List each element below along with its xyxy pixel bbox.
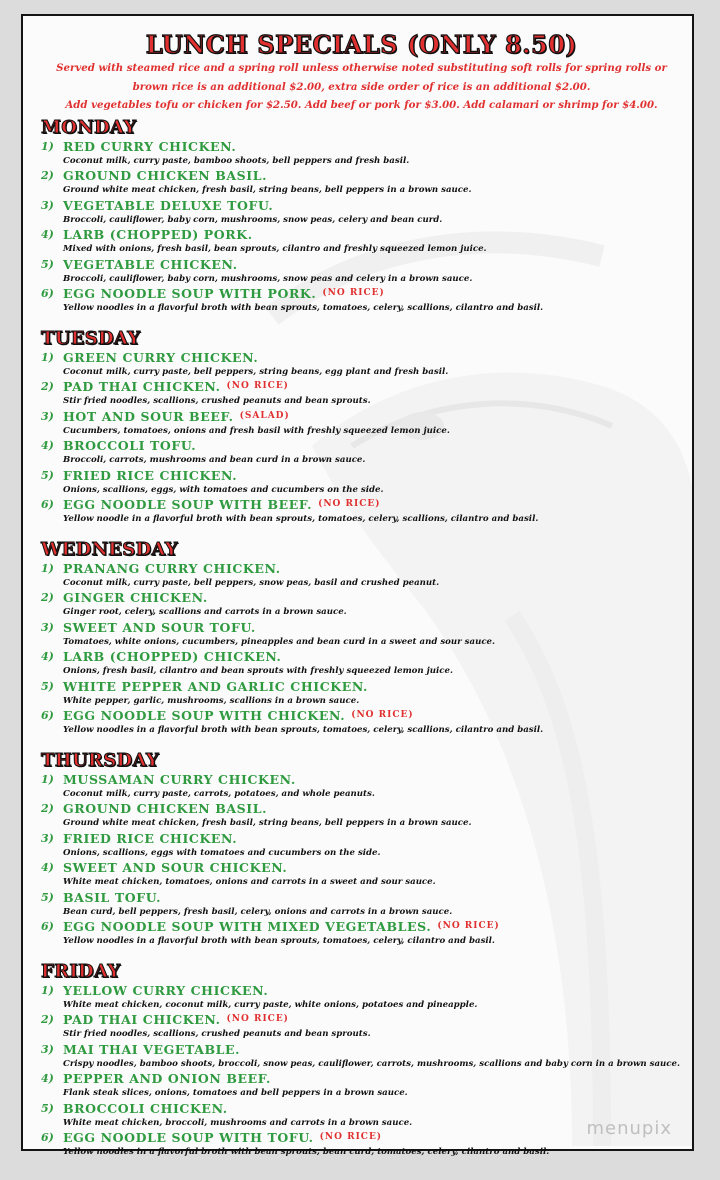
item-number: 1) xyxy=(41,772,54,786)
day-sections xyxy=(41,117,682,1160)
menu-item xyxy=(41,620,682,635)
item-name: HOT AND SOUR BEEF. xyxy=(63,408,234,424)
item-name: GROUND CHICKEN BASIL. xyxy=(63,801,268,816)
menu-item xyxy=(41,350,682,365)
menu-item xyxy=(41,1012,682,1027)
item-number: 2) xyxy=(41,169,54,182)
item-description: Broccoli, cauliflower, baby corn, mushrooms, snow peas and celery in a brown sauce. xyxy=(63,273,473,284)
pricing-note-line: Add vegetables tofu or chicken for $2.50. Add beef or pork for $3.00. Add calamari or shrimp for $4.00. xyxy=(65,99,658,111)
item-description: White meat chicken, broccoli, mushrooms and carrots in a brown sauce. xyxy=(63,1117,413,1128)
item-name: PRANANG CURRY CHICKEN. xyxy=(63,560,281,576)
item-name: GROUND CHICKEN BASIL. xyxy=(63,168,268,183)
item-name: GINGER CHICKEN. xyxy=(63,590,208,605)
item-number: 4) xyxy=(41,861,54,874)
item-name: EGG NOODLE SOUP WITH CHICKEN. xyxy=(63,708,346,723)
item-description: Mixed with onions, fresh basil, bean sprouts, cilantro and freshly squeezed lemon juice. xyxy=(63,244,487,254)
menu-item xyxy=(41,983,682,998)
menu-item xyxy=(41,1042,682,1057)
pricing-note-line: Served with steamed rice and a spring roll unless otherwise noted substituting soft rolls for spring rolls or xyxy=(56,62,667,74)
menu-item xyxy=(41,831,682,846)
item-description: Ginger root, celery, scallions and carrots in a brown sauce. xyxy=(63,607,347,617)
menu-item xyxy=(41,801,682,816)
menu-item xyxy=(41,919,682,934)
menu-item xyxy=(41,1071,682,1086)
item-name: SWEET AND SOUR CHICKEN. xyxy=(63,860,288,875)
item-name: FRIED RICE CHICKEN. xyxy=(63,467,238,483)
item-description: Ground white meat chicken, fresh basil, string beans, bell peppers in a brown sauce. xyxy=(63,818,472,828)
item-tag: (SALAD) xyxy=(239,410,290,421)
menu-item xyxy=(41,286,682,301)
day-heading: WEDNESDAY xyxy=(41,538,178,560)
item-name: BASIL TOFU. xyxy=(63,889,162,905)
item-name: GREEN CURRY CHICKEN. xyxy=(63,349,259,365)
item-number: 6) xyxy=(41,1131,54,1144)
menu-item xyxy=(41,772,682,787)
item-name: WHITE PEPPER AND GARLIC CHICKEN. xyxy=(63,678,369,694)
item-name: LARB (CHOPPED) CHICKEN. xyxy=(63,649,282,664)
item-number: 1) xyxy=(41,139,54,153)
menu-item xyxy=(41,890,682,905)
item-number: 6) xyxy=(41,709,54,722)
item-description: Yellow noodles in a flavorful broth with bean sprouts, tomatoes, celery, scallions, cilantro and basil. xyxy=(63,303,544,313)
item-description: Tomatoes, white onions, cucumbers, pineapples and bean curd in a sweet and sour sauce. xyxy=(63,636,496,647)
menu-item xyxy=(41,860,682,875)
item-description: Yellow noodles in a flavorful broth with bean sprouts, tomatoes, celery, scallions, cilantro and basil. xyxy=(63,725,544,735)
item-number: 4) xyxy=(41,1072,54,1085)
menu-item xyxy=(41,649,682,664)
item-description: White pepper, garlic, mushrooms, scallions in a brown sauce. xyxy=(63,695,360,706)
menu-item xyxy=(41,379,682,394)
item-tag: (NO RICE) xyxy=(437,921,500,931)
item-number: 4) xyxy=(41,650,54,663)
menu-item xyxy=(41,168,682,183)
item-name: PAD THAI CHICKEN. xyxy=(63,379,221,394)
item-description: Cucumbers, tomatoes, onions and fresh basil with freshly squeezed lemon juice. xyxy=(63,425,450,436)
item-name: SWEET AND SOUR TOFU. xyxy=(63,619,256,635)
item-number: 6) xyxy=(41,498,54,511)
item-number: 6) xyxy=(41,920,54,933)
item-tag: (NO RICE) xyxy=(318,499,381,509)
menu-title: LUNCH SPECIALS (ONLY 8.50) xyxy=(145,30,578,59)
item-number: 1) xyxy=(41,350,54,364)
pricing-notes xyxy=(41,61,682,114)
menu-item xyxy=(41,497,682,512)
item-name: EGG NOODLE SOUP WITH TOFU. xyxy=(63,1130,314,1145)
item-number: 5) xyxy=(41,890,54,904)
item-name: PEPPER AND ONION BEEF. xyxy=(63,1071,271,1086)
menu-item xyxy=(41,198,682,213)
item-name: PAD THAI CHICKEN. xyxy=(63,1012,221,1027)
item-description: Onions, scallions, eggs with tomatoes and cucumbers on the side. xyxy=(63,847,381,858)
item-description: Coconut milk, curry paste, carrots, potatoes, and whole peanuts. xyxy=(63,788,375,799)
item-name: VEGETABLE DELUXE TOFU. xyxy=(63,197,274,213)
item-number: 2) xyxy=(41,591,54,604)
item-number: 5) xyxy=(41,679,54,693)
item-number: 5) xyxy=(41,468,54,482)
day-heading: THURSDAY xyxy=(41,749,159,771)
menu-item xyxy=(41,468,682,483)
menu-item xyxy=(41,257,682,272)
item-description: White meat chicken, tomatoes, onions and carrots in a sweet and sour sauce. xyxy=(63,877,436,887)
menu-item xyxy=(41,561,682,576)
menu-item xyxy=(41,227,682,242)
item-description: Ground white meat chicken, fresh basil, string beans, bell peppers in a brown sauce. xyxy=(63,185,472,195)
item-name: BROCCOLI CHICKEN. xyxy=(63,1100,228,1116)
item-number: 3) xyxy=(41,198,54,212)
item-number: 6) xyxy=(41,287,54,300)
item-name: EGG NOODLE SOUP WITH MIXED VEGETABLES. xyxy=(63,919,432,934)
item-name: EGG NOODLE SOUP WITH BEEF. xyxy=(63,497,313,512)
item-description: Broccoli, carrots, mushrooms and bean curd in a brown sauce. xyxy=(63,455,366,465)
item-number: 4) xyxy=(41,439,54,452)
menu-item xyxy=(41,590,682,605)
item-tag: (NO RICE) xyxy=(319,1132,383,1142)
item-number: 2) xyxy=(41,1013,54,1026)
item-description: White meat chicken, coconut milk, curry paste, white onions, potatoes and pineapple. xyxy=(63,999,478,1010)
item-name: LARB (CHOPPED) PORK. xyxy=(63,227,253,242)
item-name: VEGETABLE CHICKEN. xyxy=(63,256,238,272)
item-number: 2) xyxy=(41,802,54,815)
menu-item xyxy=(41,409,682,424)
day-heading: TUESDAY xyxy=(41,327,141,349)
day-heading: MONDAY xyxy=(41,116,137,138)
item-tag: (NO RICE) xyxy=(226,381,289,391)
item-description: Coconut milk, curry paste, bell peppers, snow peas, basil and crushed peanut. xyxy=(63,577,440,588)
item-tag: (NO RICE) xyxy=(351,710,414,720)
item-description: Broccoli, cauliflower, baby corn, mushrooms, snow peas, celery and bean curd. xyxy=(63,214,443,225)
item-description: Onions, fresh basil, cilantro and bean sprouts with freshly squeezed lemon juice. xyxy=(63,666,453,676)
item-name: MAI THAI VEGETABLE. xyxy=(63,1041,241,1057)
item-number: 2) xyxy=(41,380,54,393)
menupix-watermark: menupix xyxy=(586,1118,672,1139)
menu-item xyxy=(41,438,682,453)
item-name: EGG NOODLE SOUP WITH PORK. xyxy=(63,286,317,301)
item-description: Onions, scallions, eggs, with tomatoes and cucumbers on the side. xyxy=(63,484,384,495)
menu-item xyxy=(41,679,682,694)
item-description: Yellow noodle in a flavorful broth with bean sprouts, tomatoes, celery, scallions, cilantro and basil. xyxy=(63,514,539,524)
item-number: 5) xyxy=(41,1101,54,1115)
item-number: 5) xyxy=(41,257,54,271)
day-heading: FRIDAY xyxy=(41,960,121,982)
item-description: Coconut milk, curry paste, bamboo shoots, bell peppers and fresh basil. xyxy=(63,155,410,166)
item-number: 3) xyxy=(41,409,54,423)
item-name: RED CURRY CHICKEN. xyxy=(63,138,237,154)
item-description: Yellow noodles in a flavorful broth with bean sprouts, bean curd, tomatoes, celery, cilantro and basil. xyxy=(63,1147,550,1157)
menu-sheet xyxy=(21,14,694,1157)
item-number: 3) xyxy=(41,1042,54,1056)
menu-item xyxy=(41,708,682,723)
item-number: 1) xyxy=(41,561,54,575)
item-name: YELLOW CURRY CHICKEN. xyxy=(63,982,269,998)
item-number: 4) xyxy=(41,228,54,241)
item-description: Flank steak slices, onions, tomatoes and bell peppers in a brown sauce. xyxy=(63,1088,408,1098)
item-name: BROCCOLI TOFU. xyxy=(63,438,197,453)
item-number: 1) xyxy=(41,983,54,997)
item-number: 3) xyxy=(41,831,54,845)
item-name: FRIED RICE CHICKEN. xyxy=(63,830,238,846)
menu-item xyxy=(41,1101,682,1116)
item-description: Coconut milk, curry paste, bell peppers, string beans, egg plant and fresh basil. xyxy=(63,366,449,377)
item-number: 3) xyxy=(41,620,54,634)
item-description: Stir fried noodles, scallions, crushed peanuts and bean sprouts. xyxy=(63,1029,371,1039)
item-description: Bean curd, bell peppers, fresh basil, celery, onions and carrots in a brown sauce. xyxy=(63,906,453,917)
item-tag: (NO RICE) xyxy=(322,288,385,298)
menu-item xyxy=(41,139,682,154)
item-tag: (NO RICE) xyxy=(226,1014,289,1024)
item-description: Stir fried noodles, scallions, crushed peanuts and bean sprouts. xyxy=(63,396,371,406)
item-name: MUSSAMAN CURRY CHICKEN. xyxy=(63,771,296,787)
pricing-note-line: brown rice is an additional $2.00, extra side order of rice is an additional $2.00. xyxy=(132,80,591,93)
item-description: Crispy noodles, bamboo shoots, broccoli, snow peas, cauliflower, carrots, mushrooms, scallions and baby corn in a brown sauce. xyxy=(63,1058,680,1069)
item-description: Yellow noodles in a flavorful broth with bean sprouts, tomatoes, celery, cilantro and basil. xyxy=(63,936,495,946)
